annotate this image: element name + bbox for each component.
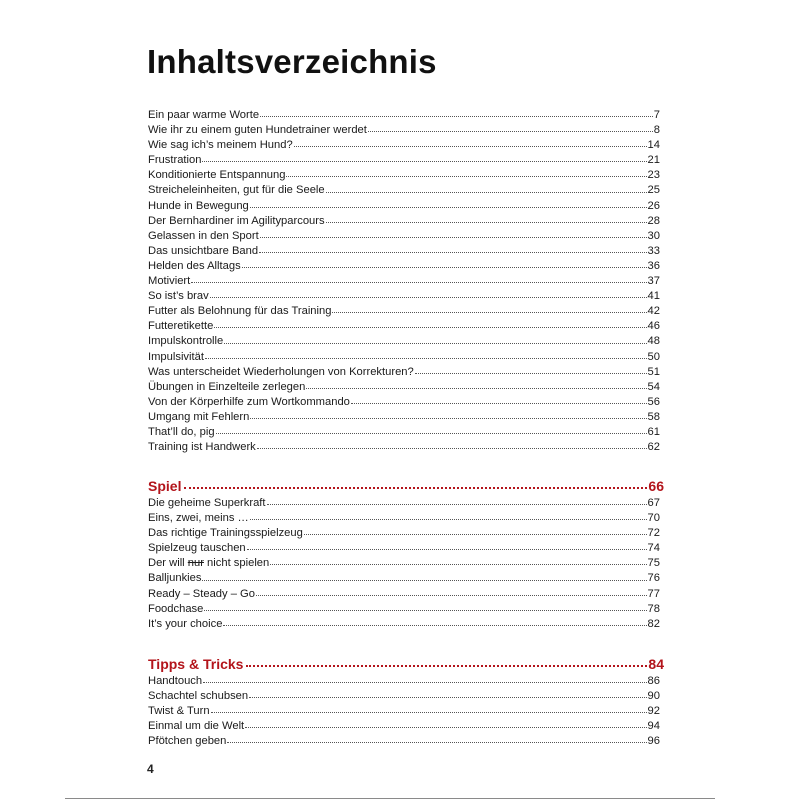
dot-leader xyxy=(306,388,646,389)
toc-entry[interactable] xyxy=(148,123,660,138)
dot-leader xyxy=(242,267,647,268)
dot-leader xyxy=(205,358,647,359)
dot-leader xyxy=(203,682,646,683)
toc-entry-label: Ein paar warme Worte xyxy=(148,109,260,121)
page-edge-rule xyxy=(65,798,715,799)
dot-leader xyxy=(250,207,647,208)
toc-entry-page: 7 xyxy=(653,109,660,121)
dot-leader xyxy=(260,237,647,238)
dot-leader xyxy=(223,625,646,626)
section-heading-label: Spiel xyxy=(148,478,182,494)
toc-entry[interactable] xyxy=(148,380,660,395)
toc-entry-label: That’ll do, pig xyxy=(148,425,215,438)
toc-entry-label: Schachtel schubsen xyxy=(148,690,249,703)
toc-entry-page: 54 xyxy=(647,380,660,393)
section-heading-page: 66 xyxy=(648,478,664,494)
toc-section-heading[interactable] xyxy=(148,654,664,674)
dot-leader xyxy=(257,448,647,449)
toc-entry[interactable] xyxy=(148,365,660,380)
toc-entry-page: 25 xyxy=(647,184,660,197)
toc-entry-label: Twist & Turn xyxy=(148,705,210,718)
toc-entry-page: 82 xyxy=(647,617,660,630)
dot-leader xyxy=(259,252,646,253)
dot-leader xyxy=(210,297,647,298)
toc-entry-label: It’s your choice xyxy=(148,617,223,630)
toc-entry[interactable] xyxy=(148,108,660,123)
toc-entry-page: 21 xyxy=(647,154,660,167)
toc-entry[interactable] xyxy=(148,259,660,274)
toc-entry[interactable] xyxy=(148,138,660,153)
toc-entry-label: Balljunkies xyxy=(148,572,202,585)
toc-entry[interactable] xyxy=(148,511,660,526)
toc-entry[interactable] xyxy=(148,334,660,349)
toc-entry-label: Futteretikette xyxy=(148,320,214,333)
toc-entry-label: Gelassen in den Sport xyxy=(148,229,259,242)
dot-leader xyxy=(250,519,647,520)
toc-entry[interactable] xyxy=(148,168,660,183)
toc-entry-page: 46 xyxy=(647,320,660,333)
toc-entry[interactable] xyxy=(148,719,660,734)
toc-entry[interactable] xyxy=(148,617,660,632)
dot-leader xyxy=(184,487,647,489)
dot-leader xyxy=(216,433,647,434)
toc-entry-label: Hunde in Bewegung xyxy=(148,199,249,212)
toc-entry-label: Der Bernhardiner im Agilityparcours xyxy=(148,214,325,227)
toc-entry-page: 94 xyxy=(647,720,660,733)
dot-leader xyxy=(368,131,653,132)
toc-entry-page: 33 xyxy=(647,244,660,257)
toc-entry[interactable] xyxy=(148,214,660,229)
toc-entry-label: Training ist Handwerk xyxy=(148,441,256,454)
toc-entry-label: Übungen in Einzelteile zerlegen xyxy=(148,380,306,393)
toc-entry-page: 30 xyxy=(647,229,660,242)
toc-entry-label: Umgang mit Fehlern xyxy=(148,410,250,423)
toc-entry-label: Streicheleinheiten, gut für die Seele xyxy=(148,184,325,197)
dot-leader xyxy=(351,403,647,404)
dot-leader xyxy=(294,146,647,147)
toc-entry[interactable] xyxy=(148,556,660,571)
toc-entry[interactable] xyxy=(148,496,660,511)
toc-entry-label: Das unsichtbare Band xyxy=(148,244,259,257)
dot-leader xyxy=(246,665,647,667)
toc-entry-label: So ist’s brav xyxy=(148,290,209,303)
toc-entry[interactable] xyxy=(148,734,660,749)
toc-entry-page: 56 xyxy=(647,395,660,408)
toc-entry[interactable] xyxy=(148,602,660,617)
toc-entry-page: 74 xyxy=(647,542,660,555)
toc-entry-page: 62 xyxy=(647,441,660,454)
toc-entry-page: 70 xyxy=(647,512,660,525)
toc-entry-label: Impulskontrolle xyxy=(148,335,224,348)
toc-entry-page: 48 xyxy=(647,335,660,348)
dot-leader xyxy=(191,282,646,283)
toc-entry[interactable] xyxy=(148,395,660,410)
toc-entry-label: Das richtige Trainingsspielzeug xyxy=(148,527,303,540)
dot-leader xyxy=(326,192,647,193)
toc-entry-page: 77 xyxy=(647,587,660,600)
toc-entry-label: Spielzeug tauschen xyxy=(148,542,246,555)
toc-entry-page: 92 xyxy=(647,705,660,718)
toc-entry-label xyxy=(148,556,269,571)
dot-leader xyxy=(415,373,647,374)
dot-leader xyxy=(332,312,646,313)
dot-leader xyxy=(270,564,646,565)
toc-entry-label: Konditionierte Entspannung xyxy=(148,169,286,182)
toc-entry-label: Wie sag ich’s meinem Hund? xyxy=(148,139,293,152)
toc-entry-label: Impulsivität xyxy=(148,350,204,363)
toc-section-spiel xyxy=(148,476,664,632)
dot-leader xyxy=(260,116,653,117)
label-text-after: nicht spielen xyxy=(203,557,270,570)
dot-leader xyxy=(304,534,647,535)
toc-entry-page: 86 xyxy=(647,675,660,687)
toc-entry[interactable] xyxy=(148,350,660,365)
toc-entry-label: Was unterscheidet Wiederholungen von Korrekturen? xyxy=(148,365,414,378)
toc-entry-page: 75 xyxy=(647,557,660,570)
dot-leader xyxy=(250,418,646,419)
toc-entry[interactable] xyxy=(148,674,660,689)
toc-entry-page: 76 xyxy=(647,572,660,585)
label-text-before: Der will xyxy=(148,557,188,570)
section-heading-page: 84 xyxy=(648,656,664,672)
toc-entry-page: 51 xyxy=(647,365,660,378)
toc-entry-label: Eins, zwei, meins … xyxy=(148,512,249,525)
toc-entry-page: 61 xyxy=(647,425,660,438)
page-title: Inhaltsverzeichnis xyxy=(147,43,437,80)
toc-entry[interactable] xyxy=(148,541,660,556)
dot-leader xyxy=(202,580,646,581)
dot-leader xyxy=(227,742,646,743)
toc-entry-page: 8 xyxy=(653,124,660,137)
dot-leader xyxy=(224,343,646,344)
toc-entry[interactable] xyxy=(148,183,660,198)
toc-entry-page: 36 xyxy=(647,259,660,272)
dot-leader xyxy=(211,712,647,713)
section-heading-label: Tipps & Tricks xyxy=(148,656,244,672)
toc-entry-label: Die geheime Superkraft xyxy=(148,497,266,509)
toc-entry-page: 23 xyxy=(647,169,660,182)
toc-entry[interactable] xyxy=(148,199,660,214)
toc-entry[interactable] xyxy=(148,304,660,319)
page-number: 4 xyxy=(147,762,154,776)
toc-section-heading[interactable] xyxy=(148,476,664,496)
toc-entry-label: Futter als Belohnung für das Training xyxy=(148,305,332,318)
struck-word: nur xyxy=(187,557,204,570)
dot-leader xyxy=(267,504,647,505)
toc-entry[interactable] xyxy=(148,587,660,602)
toc-entry-label: Frustration xyxy=(148,154,202,167)
dot-leader xyxy=(256,595,647,596)
dot-leader xyxy=(202,161,646,162)
toc-section-tipps-tricks xyxy=(148,654,664,749)
toc-entry[interactable] xyxy=(148,410,660,425)
toc-entry[interactable] xyxy=(148,289,660,304)
toc-entry-label: Von der Körperhilfe zum Wortkommando xyxy=(148,395,350,408)
toc-entry-page: 72 xyxy=(647,527,660,540)
dot-leader xyxy=(245,727,646,728)
toc-entry-label: Foodchase xyxy=(148,602,204,615)
toc-entry[interactable] xyxy=(148,244,660,259)
toc-entry-page: 78 xyxy=(647,602,660,615)
toc-entry-label: Helden des Alltags xyxy=(148,259,241,272)
toc-entry-page: 58 xyxy=(647,410,660,423)
toc-entry-label: Wie ihr zu einem guten Hundetrainer werdet xyxy=(148,124,367,137)
toc-entry-page: 26 xyxy=(647,199,660,212)
toc-entry[interactable] xyxy=(148,229,660,244)
toc-entry[interactable] xyxy=(148,425,660,440)
toc-entry[interactable] xyxy=(148,704,660,719)
toc-entry[interactable] xyxy=(148,440,660,455)
toc-entry[interactable] xyxy=(148,571,660,586)
dot-leader xyxy=(286,176,646,177)
toc-entry-page: 67 xyxy=(647,497,660,509)
toc-entry-label: Handtouch xyxy=(148,675,203,687)
dot-leader xyxy=(326,222,647,223)
toc-entry-page: 50 xyxy=(647,350,660,363)
toc-entry-label: Pfötchen geben xyxy=(148,735,227,748)
toc-entry-page: 41 xyxy=(647,290,660,303)
toc-entry-page: 90 xyxy=(647,690,660,703)
toc-entry-label: Ready – Steady – Go xyxy=(148,587,255,600)
toc-section-intro xyxy=(148,108,660,455)
toc-entry-page: 28 xyxy=(647,214,660,227)
dot-leader xyxy=(214,327,646,328)
dot-leader xyxy=(249,697,646,698)
toc-entry-page: 37 xyxy=(647,275,660,288)
toc-entry-page: 96 xyxy=(647,735,660,748)
toc-entry[interactable] xyxy=(148,526,660,541)
toc-entry[interactable] xyxy=(148,689,660,704)
toc-entry-page: 42 xyxy=(647,305,660,318)
toc-entry[interactable] xyxy=(148,319,660,334)
toc-entry-label: Motiviert xyxy=(148,275,191,288)
dot-leader xyxy=(204,610,646,611)
toc-entry-label: Einmal um die Welt xyxy=(148,720,245,733)
toc-entry[interactable] xyxy=(148,274,660,289)
toc-entry-page: 14 xyxy=(647,139,660,152)
toc-entry[interactable] xyxy=(148,153,660,168)
dot-leader xyxy=(247,549,647,550)
